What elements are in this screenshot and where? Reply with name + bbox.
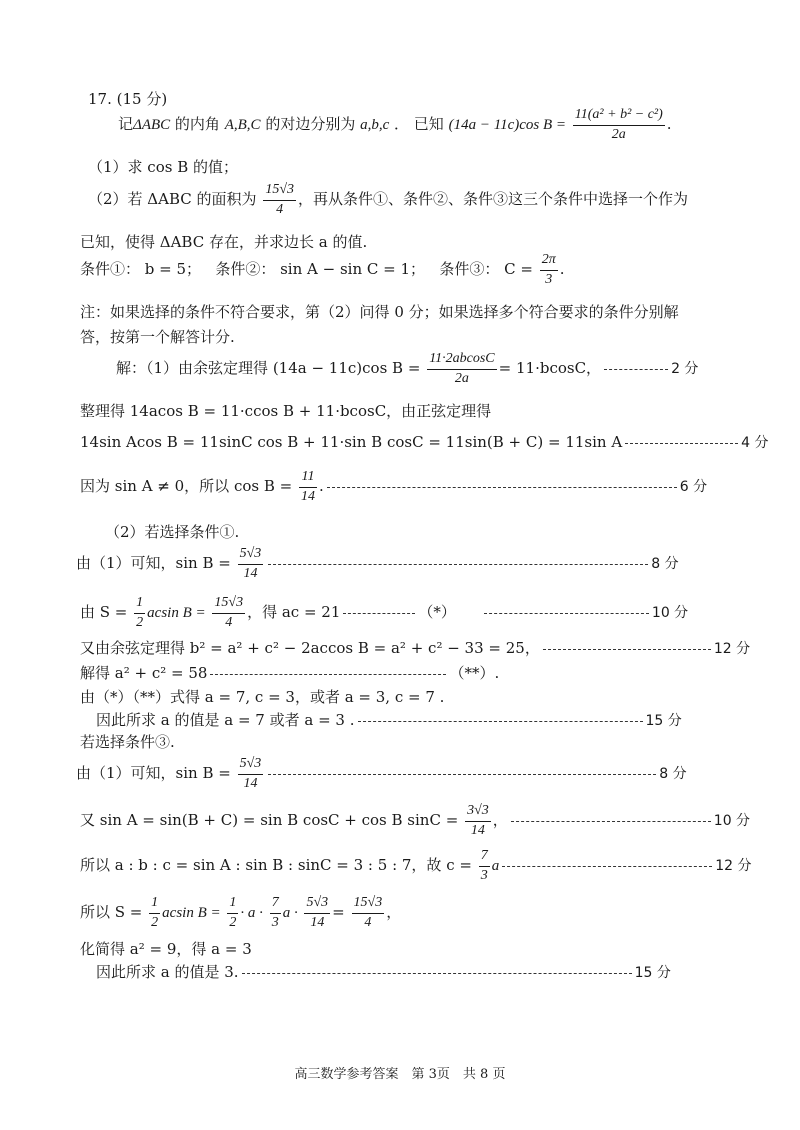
fraction: $\frac{1}{2}$ xyxy=(136,595,144,630)
score-mark: 10 分 xyxy=(713,813,751,830)
dash-leader xyxy=(358,721,643,722)
dash-leader xyxy=(625,443,738,444)
condition-1: 条件①： b = 5； xyxy=(80,260,202,279)
score-mark: 2 分 xyxy=(671,361,699,378)
case-1-line-1: 由（1）可知，sin B = $\frac{5√3}{14}$ 8 分 xyxy=(76,546,679,581)
case-3-line-2: 又 sin A = sin(B + C) = sin B cosC + cos B sinC = $\frac{3√3}{14}$ ， 10 分 xyxy=(80,803,751,838)
dash-leader xyxy=(484,613,649,614)
dash-leader xyxy=(502,866,712,867)
fraction: $\frac{15√3}{4}$ xyxy=(265,182,294,217)
score-mark: 6 分 xyxy=(679,479,708,496)
question-2: （2）若 ΔABC 的面积为 $\frac{15√3}{4}$ ，再从条件①、条件②、条件③这三个条件中选择一个作为 xyxy=(88,182,689,217)
page-footer: 高三数学参考答案 第 3页 共 8 页 xyxy=(294,1067,506,1082)
score-mark: 15 分 xyxy=(645,713,682,729)
problem-number: 17. (15 分) xyxy=(88,90,168,108)
solution-step-3: 14sin Acos B = 11sinC cos B + 11·sin B cosC = 11sin(B + C) = 11sin A 4 分 xyxy=(80,433,769,451)
dash-leader xyxy=(242,973,632,974)
fraction: $\frac{5√3}{14}$ xyxy=(239,546,262,581)
condition-3: 条件③： C = $\frac{2\pi}{3}$ . xyxy=(439,252,565,287)
note-line-2: 答，按第一个解答计分. xyxy=(80,328,235,346)
fraction: $\frac{5√3}{14}$ xyxy=(239,756,262,791)
dash-leader xyxy=(268,564,648,565)
fraction: $\frac{\text{11(a² + b² − c²)}}{2a}$ xyxy=(574,107,663,142)
problem-intro: 记ΔABC 的内角 A,B,C 的对边分别为 a,b,c ． 已知 (14a − 11c)cos B = $\frac{\text{11(a² + b² − c²)}}{2a}$ . xyxy=(118,107,672,142)
fraction: $\frac{5√3}{14}$ xyxy=(306,895,329,930)
fraction: $\frac{15√3}{4}$ xyxy=(353,895,383,930)
dash-leader xyxy=(604,369,668,370)
fraction: $\frac{7}{3}$ xyxy=(271,895,279,930)
fraction: $\frac{15√3}{4}$ xyxy=(214,595,244,630)
dash-leader xyxy=(511,821,711,822)
question-1: （1）求 cos B 的值； xyxy=(88,158,239,176)
score-mark: 10 分 xyxy=(651,605,689,622)
solution-step-1: 解：（1）由余弦定理得 (14a − 11c)cos B = $\frac{11\cdot 2abcosC}{2a}$ = 11·bcosC， 2 分 xyxy=(116,351,699,386)
dash-leader xyxy=(343,613,415,614)
fraction: $\frac{1}{2}$ xyxy=(229,895,237,930)
solution-step-2: 整理得 14acos B = 11·ccos B + 11·bcosC，由正弦定理得 xyxy=(80,402,492,420)
question-2-line-2: 已知，使得 ΔABC 存在，并求边长 a 的值. xyxy=(80,233,368,251)
case-1-line-4: 解得 a² + c² = 58 （**）. xyxy=(80,664,500,682)
dash-leader xyxy=(268,774,656,775)
fraction: $\frac{1}{2}$ xyxy=(151,895,159,930)
case-condition-1-title: （2）若选择条件①. xyxy=(105,523,240,541)
case-3-line-6: 因此所求 a 的值是 3. 15 分 xyxy=(96,963,671,981)
note-line-1: 注：如果选择的条件不符合要求，第（2）问得 0 分；如果选择多个符合要求的条件分别解 xyxy=(80,303,679,321)
case-1-line-2: 由 S = $\frac{1}{2}$ acsin B = $\frac{15√3}{4}$ ，得 ac = 21 （*） 10 分 xyxy=(80,595,689,630)
fraction: $\frac{3√3}{14}$ xyxy=(467,803,489,838)
case-3-line-4: 所以 S = $\frac{1}{2}$ acsin B = $\frac{1}{2}$ · a · $\frac{7}{3}$ a · $\frac{5√3}{14}$ = $\frac{15√3}{4}$ ， xyxy=(80,895,402,930)
case-1-line-5: 由（*）（**）式得 a = 7, c = 3，或者 a = 3, c = 7 . xyxy=(80,688,445,706)
fraction: $\frac{7}{3}$ xyxy=(480,848,488,883)
dash-leader xyxy=(543,649,711,650)
case-3-line-5: 化简得 a² = 9，得 a = 3 xyxy=(80,940,252,958)
dash-leader xyxy=(210,674,446,675)
score-mark: 12 分 xyxy=(715,858,752,875)
score-mark: 8 分 xyxy=(651,556,679,573)
dash-leader xyxy=(327,487,677,488)
fraction: $\frac{2\pi}{3}$ xyxy=(541,252,556,287)
case-3-line-1: 由（1）可知，sin B = $\frac{5√3}{14}$ 8 分 xyxy=(76,756,687,791)
fraction: $\frac{11}{14}$ xyxy=(300,469,315,504)
score-mark: 12 分 xyxy=(713,641,751,657)
solution-step-4: 因为 sin A ≠ 0，所以 cos B = $\frac{11}{14}$ . 6 分 xyxy=(80,469,708,504)
case-3-line-3: 所以 a : b : c = sin A : sin B : sinC = 3 : 5 : 7，故 c = $\frac{7}{3}$ a 12 分 xyxy=(80,848,752,883)
conditions xyxy=(80,253,565,287)
condition-2: 条件②： sin A − sin C = 1； xyxy=(215,260,426,279)
case-1-line-3: 又由余弦定理得 b² = a² + c² − 2accos B = a² + c² − 33 = 25， 12 分 xyxy=(80,639,751,657)
case-1-line-6: 因此所求 a 的值是 a = 7 或者 a = 3 . 15 分 xyxy=(96,711,682,729)
score-mark: 8 分 xyxy=(659,766,687,783)
fraction: $\frac{11\cdot 2abcosC}{2a}$ xyxy=(429,351,495,386)
score-mark: 15 分 xyxy=(634,965,671,981)
case-condition-3-title: 若选择条件③. xyxy=(80,733,175,751)
score-mark: 4 分 xyxy=(741,435,769,451)
